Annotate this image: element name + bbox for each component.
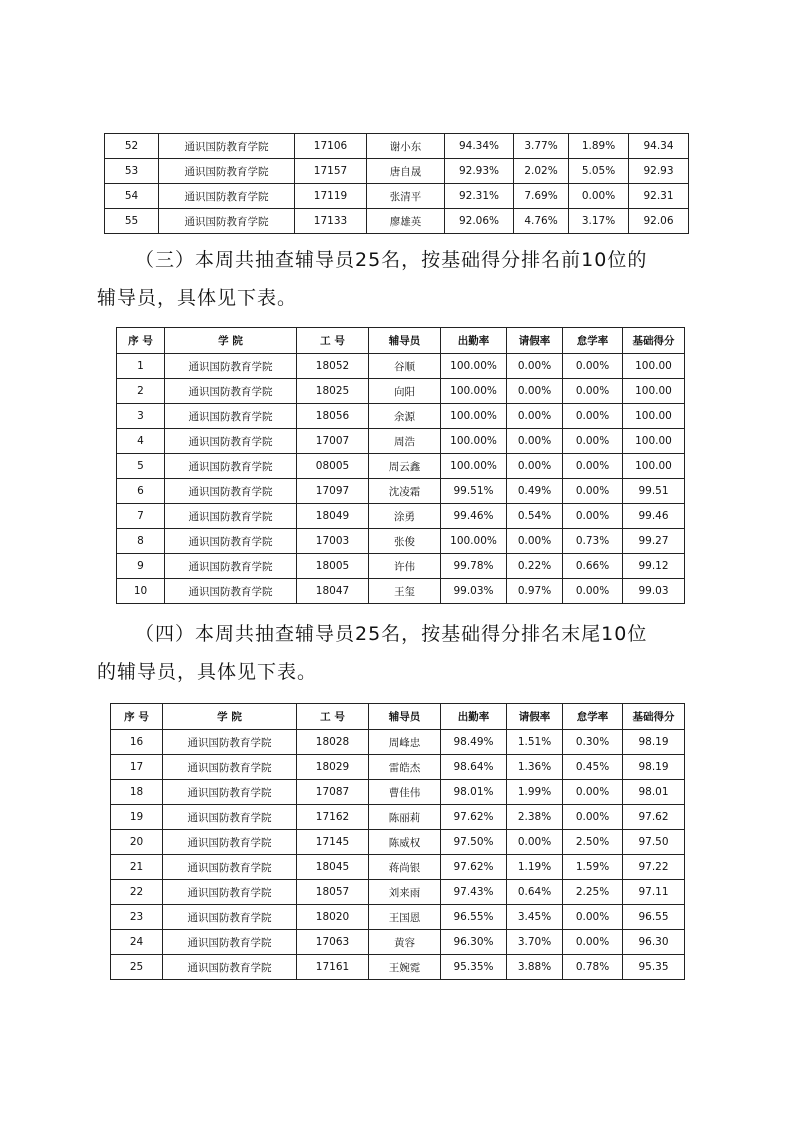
cell-col-college: 通识国防教育学院 <box>163 855 297 880</box>
header-col-id: 工 号 <box>297 328 369 354</box>
cell-col-counselor: 周浩 <box>369 429 441 454</box>
cell-col-leave: 0.97% <box>507 579 563 604</box>
table-row <box>105 184 689 209</box>
cell-col-leave: 4.76% <box>514 209 569 234</box>
cell-col-id: 17087 <box>297 780 369 805</box>
table-row <box>117 479 685 504</box>
cell-col-id: 18052 <box>297 354 369 379</box>
cell-col-id: 18047 <box>297 579 369 604</box>
cell-col-counselor: 唐自晟 <box>367 159 445 184</box>
table-top10-header <box>117 328 685 354</box>
header-row <box>111 704 685 730</box>
table-row <box>111 955 685 980</box>
cell-col-truancy: 0.00% <box>563 429 623 454</box>
cell-col-score: 98.01 <box>623 780 685 805</box>
cell-col-id: 17007 <box>297 429 369 454</box>
table-row <box>111 880 685 905</box>
header-col-score: 基础得分 <box>623 704 685 730</box>
cell-col-index: 2 <box>117 379 165 404</box>
table-row <box>105 134 689 159</box>
cell-col-score: 97.22 <box>623 855 685 880</box>
table-row <box>117 454 685 479</box>
cell-col-index: 23 <box>111 905 163 930</box>
cell-col-id: 08005 <box>297 454 369 479</box>
section3-text <box>97 241 707 317</box>
table-row <box>111 855 685 880</box>
cell-col-truancy: 0.00% <box>563 930 623 955</box>
section4-text <box>97 615 707 691</box>
cell-col-score: 100.00 <box>623 454 685 479</box>
cell-col-leave: 0.00% <box>507 529 563 554</box>
table-row <box>111 905 685 930</box>
cell-col-leave: 0.00% <box>507 404 563 429</box>
cell-col-score: 98.19 <box>623 755 685 780</box>
cell-col-index: 52 <box>105 134 159 159</box>
cell-col-attendance: 92.31% <box>445 184 514 209</box>
cell-col-index: 19 <box>111 805 163 830</box>
cell-col-truancy: 0.00% <box>563 504 623 529</box>
cell-col-counselor: 许伟 <box>369 554 441 579</box>
cell-col-score: 94.34 <box>629 134 689 159</box>
cell-col-truancy: 0.00% <box>563 780 623 805</box>
cell-col-truancy: 0.00% <box>563 905 623 930</box>
cell-col-counselor: 刘来雨 <box>369 880 441 905</box>
cell-col-college: 通识国防教育学院 <box>163 755 297 780</box>
cell-col-counselor: 周云鑫 <box>369 454 441 479</box>
table-row <box>117 554 685 579</box>
table-row <box>105 159 689 184</box>
cell-col-leave: 3.70% <box>507 930 563 955</box>
cell-col-counselor: 张清平 <box>367 184 445 209</box>
cell-col-counselor: 廖雄英 <box>367 209 445 234</box>
cell-col-score: 97.50 <box>623 830 685 855</box>
cell-col-id: 17157 <box>295 159 367 184</box>
cell-col-id: 17119 <box>295 184 367 209</box>
cell-col-score: 100.00 <box>623 429 685 454</box>
cell-col-college: 通识国防教育学院 <box>165 429 297 454</box>
cell-col-counselor: 余源 <box>369 404 441 429</box>
table-row <box>117 504 685 529</box>
cell-col-truancy: 0.00% <box>563 379 623 404</box>
cell-col-score: 99.46 <box>623 504 685 529</box>
cell-col-truancy: 0.00% <box>563 479 623 504</box>
cell-col-index: 16 <box>111 730 163 755</box>
table-top10 <box>116 327 685 604</box>
cell-col-truancy: 0.73% <box>563 529 623 554</box>
cell-col-id: 17063 <box>297 930 369 955</box>
cell-col-id: 17106 <box>295 134 367 159</box>
cell-col-index: 8 <box>117 529 165 554</box>
cell-col-score: 92.31 <box>629 184 689 209</box>
cell-col-attendance: 97.62% <box>441 855 507 880</box>
cell-col-college: 通识国防教育学院 <box>165 529 297 554</box>
cell-col-index: 9 <box>117 554 165 579</box>
cell-col-attendance: 92.93% <box>445 159 514 184</box>
cell-col-college: 通识国防教育学院 <box>163 880 297 905</box>
cell-col-id: 18057 <box>297 880 369 905</box>
table-bottom10-header <box>111 704 685 730</box>
cell-col-leave: 0.00% <box>507 830 563 855</box>
table-top10-body <box>117 354 685 604</box>
cell-col-id: 18028 <box>297 730 369 755</box>
cell-col-score: 99.03 <box>623 579 685 604</box>
cell-col-truancy: 0.00% <box>563 454 623 479</box>
table-row <box>117 404 685 429</box>
table-bottom10 <box>110 703 685 980</box>
cell-col-college: 通识国防教育学院 <box>163 930 297 955</box>
cell-col-college: 通识国防教育学院 <box>165 354 297 379</box>
cell-col-attendance: 99.46% <box>441 504 507 529</box>
header-row <box>117 328 685 354</box>
header-col-college: 学 院 <box>165 328 297 354</box>
cell-col-attendance: 100.00% <box>441 404 507 429</box>
section4-line1: （四）本周共抽查辅导员25名，按基础得分排名末尾10位 <box>135 623 648 645</box>
cell-col-score: 98.19 <box>623 730 685 755</box>
header-col-leave: 请假率 <box>507 328 563 354</box>
table-bottom10-body <box>111 730 685 980</box>
table-row <box>111 755 685 780</box>
cell-col-leave: 1.51% <box>507 730 563 755</box>
section4-line2: 的辅导员，具体见下表。 <box>97 661 318 683</box>
cell-col-score: 100.00 <box>623 354 685 379</box>
cell-col-counselor: 王婉霓 <box>369 955 441 980</box>
cell-col-leave: 1.99% <box>507 780 563 805</box>
cell-col-index: 54 <box>105 184 159 209</box>
cell-col-id: 18045 <box>297 855 369 880</box>
cell-col-index: 55 <box>105 209 159 234</box>
cell-col-id: 18020 <box>297 905 369 930</box>
cell-col-truancy: 5.05% <box>569 159 629 184</box>
cell-col-truancy: 0.00% <box>563 404 623 429</box>
cell-col-counselor: 涂勇 <box>369 504 441 529</box>
cell-col-leave: 1.19% <box>507 855 563 880</box>
cell-col-score: 99.12 <box>623 554 685 579</box>
cell-col-score: 96.30 <box>623 930 685 955</box>
cell-col-leave: 2.02% <box>514 159 569 184</box>
cell-col-counselor: 陈威权 <box>369 830 441 855</box>
cell-col-leave: 3.45% <box>507 905 563 930</box>
table-row <box>111 780 685 805</box>
cell-col-college: 通识国防教育学院 <box>165 504 297 529</box>
table-row <box>117 354 685 379</box>
cell-col-attendance: 95.35% <box>441 955 507 980</box>
cell-col-score: 92.06 <box>629 209 689 234</box>
cell-col-counselor: 蒋尚银 <box>369 855 441 880</box>
cell-col-college: 通识国防教育学院 <box>165 404 297 429</box>
table-row <box>105 209 689 234</box>
cell-col-score: 97.62 <box>623 805 685 830</box>
cell-col-attendance: 96.55% <box>441 905 507 930</box>
cell-col-counselor: 王国恩 <box>369 905 441 930</box>
cell-col-counselor: 谷顺 <box>369 354 441 379</box>
cell-col-id: 18029 <box>297 755 369 780</box>
cell-col-counselor: 黄容 <box>369 930 441 955</box>
cell-col-attendance: 92.06% <box>445 209 514 234</box>
cell-col-leave: 0.00% <box>507 454 563 479</box>
table-row <box>111 805 685 830</box>
cell-col-counselor: 陈丽莉 <box>369 805 441 830</box>
cell-col-id: 17133 <box>295 209 367 234</box>
cell-col-score: 95.35 <box>623 955 685 980</box>
cell-col-attendance: 100.00% <box>441 454 507 479</box>
cell-col-index: 24 <box>111 930 163 955</box>
cell-col-score: 99.51 <box>623 479 685 504</box>
cell-col-truancy: 0.00% <box>563 805 623 830</box>
cell-col-index: 22 <box>111 880 163 905</box>
cell-col-attendance: 99.03% <box>441 579 507 604</box>
cell-col-counselor: 周峰忠 <box>369 730 441 755</box>
cell-col-index: 53 <box>105 159 159 184</box>
header-col-truancy: 怠学率 <box>563 704 623 730</box>
table-row <box>111 930 685 955</box>
cell-col-truancy: 0.00% <box>569 184 629 209</box>
cell-col-index: 3 <box>117 404 165 429</box>
cell-col-truancy: 1.59% <box>563 855 623 880</box>
table-row <box>117 379 685 404</box>
cell-col-attendance: 99.78% <box>441 554 507 579</box>
cell-col-truancy: 2.50% <box>563 830 623 855</box>
cell-col-attendance: 97.50% <box>441 830 507 855</box>
section3-line1: （三）本周共抽查辅导员25名，按基础得分排名前10位的 <box>135 249 648 271</box>
cell-col-truancy: 0.00% <box>563 354 623 379</box>
cell-col-truancy: 0.00% <box>563 579 623 604</box>
cell-col-college: 通识国防教育学院 <box>165 479 297 504</box>
table-row <box>111 830 685 855</box>
header-col-leave: 请假率 <box>507 704 563 730</box>
cell-col-attendance: 100.00% <box>441 429 507 454</box>
cell-col-index: 6 <box>117 479 165 504</box>
cell-col-college: 通识国防教育学院 <box>165 379 297 404</box>
cell-col-id: 17162 <box>297 805 369 830</box>
cell-col-id: 17161 <box>297 955 369 980</box>
cell-col-attendance: 98.49% <box>441 730 507 755</box>
cell-col-id: 18025 <box>297 379 369 404</box>
cell-col-college: 通识国防教育学院 <box>159 134 295 159</box>
cell-col-index: 18 <box>111 780 163 805</box>
cell-col-college: 通识国防教育学院 <box>159 184 295 209</box>
cell-col-id: 18056 <box>297 404 369 429</box>
cell-col-score: 96.55 <box>623 905 685 930</box>
cell-col-attendance: 97.62% <box>441 805 507 830</box>
cell-col-counselor: 张俊 <box>369 529 441 554</box>
table-continued <box>104 133 689 234</box>
cell-col-index: 17 <box>111 755 163 780</box>
cell-col-college: 通识国防教育学院 <box>163 905 297 930</box>
cell-col-truancy: 2.25% <box>563 880 623 905</box>
cell-col-counselor: 谢小东 <box>367 134 445 159</box>
cell-col-truancy: 0.45% <box>563 755 623 780</box>
cell-col-truancy: 0.66% <box>563 554 623 579</box>
cell-col-index: 1 <box>117 354 165 379</box>
header-col-index: 序 号 <box>111 704 163 730</box>
cell-col-college: 通识国防教育学院 <box>163 955 297 980</box>
table-row <box>117 429 685 454</box>
cell-col-score: 100.00 <box>623 379 685 404</box>
cell-col-leave: 0.54% <box>507 504 563 529</box>
cell-col-leave: 3.77% <box>514 134 569 159</box>
cell-col-leave: 2.38% <box>507 805 563 830</box>
cell-col-leave: 7.69% <box>514 184 569 209</box>
cell-col-index: 5 <box>117 454 165 479</box>
header-col-truancy: 怠学率 <box>563 328 623 354</box>
header-col-counselor: 辅导员 <box>369 328 441 354</box>
cell-col-attendance: 98.01% <box>441 780 507 805</box>
cell-col-truancy: 0.30% <box>563 730 623 755</box>
cell-col-index: 7 <box>117 504 165 529</box>
cell-col-counselor: 王玺 <box>369 579 441 604</box>
cell-col-college: 通识国防教育学院 <box>159 159 295 184</box>
cell-col-id: 17145 <box>297 830 369 855</box>
cell-col-id: 18005 <box>297 554 369 579</box>
cell-col-attendance: 100.00% <box>441 354 507 379</box>
table-continued-body <box>105 134 689 234</box>
cell-col-attendance: 100.00% <box>441 529 507 554</box>
cell-col-college: 通识国防教育学院 <box>165 579 297 604</box>
header-col-score: 基础得分 <box>623 328 685 354</box>
cell-col-college: 通识国防教育学院 <box>159 209 295 234</box>
header-col-counselor: 辅导员 <box>369 704 441 730</box>
cell-col-score: 100.00 <box>623 404 685 429</box>
cell-col-leave: 1.36% <box>507 755 563 780</box>
table-row <box>117 529 685 554</box>
cell-col-attendance: 98.64% <box>441 755 507 780</box>
cell-col-attendance: 96.30% <box>441 930 507 955</box>
cell-col-id: 17003 <box>297 529 369 554</box>
cell-col-college: 通识国防教育学院 <box>163 780 297 805</box>
table-row <box>117 579 685 604</box>
header-col-id: 工 号 <box>297 704 369 730</box>
cell-col-score: 97.11 <box>623 880 685 905</box>
cell-col-college: 通识国防教育学院 <box>163 730 297 755</box>
cell-col-index: 21 <box>111 855 163 880</box>
cell-col-counselor: 曹佳伟 <box>369 780 441 805</box>
cell-col-truancy: 3.17% <box>569 209 629 234</box>
cell-col-score: 92.93 <box>629 159 689 184</box>
cell-col-college: 通识国防教育学院 <box>163 830 297 855</box>
cell-col-truancy: 0.78% <box>563 955 623 980</box>
cell-col-truancy: 1.89% <box>569 134 629 159</box>
cell-col-index: 4 <box>117 429 165 454</box>
cell-col-index: 20 <box>111 830 163 855</box>
cell-col-leave: 3.88% <box>507 955 563 980</box>
section3-line2: 辅导员，具体见下表。 <box>97 287 298 309</box>
cell-col-college: 通识国防教育学院 <box>165 454 297 479</box>
header-col-attendance: 出勤率 <box>441 328 507 354</box>
cell-col-leave: 0.49% <box>507 479 563 504</box>
header-col-attendance: 出勤率 <box>441 704 507 730</box>
cell-col-leave: 0.64% <box>507 880 563 905</box>
cell-col-id: 18049 <box>297 504 369 529</box>
header-col-index: 序 号 <box>117 328 165 354</box>
cell-col-college: 通识国防教育学院 <box>165 554 297 579</box>
cell-col-leave: 0.22% <box>507 554 563 579</box>
cell-col-id: 17097 <box>297 479 369 504</box>
cell-col-counselor: 沈凌霜 <box>369 479 441 504</box>
cell-col-attendance: 94.34% <box>445 134 514 159</box>
cell-col-index: 10 <box>117 579 165 604</box>
cell-col-index: 25 <box>111 955 163 980</box>
cell-col-attendance: 100.00% <box>441 379 507 404</box>
cell-col-counselor: 向阳 <box>369 379 441 404</box>
cell-col-leave: 0.00% <box>507 379 563 404</box>
table-row <box>111 730 685 755</box>
cell-col-score: 99.27 <box>623 529 685 554</box>
cell-col-counselor: 雷皓杰 <box>369 755 441 780</box>
cell-col-attendance: 99.51% <box>441 479 507 504</box>
header-col-college: 学 院 <box>163 704 297 730</box>
cell-col-leave: 0.00% <box>507 354 563 379</box>
cell-col-college: 通识国防教育学院 <box>163 805 297 830</box>
cell-col-attendance: 97.43% <box>441 880 507 905</box>
cell-col-leave: 0.00% <box>507 429 563 454</box>
